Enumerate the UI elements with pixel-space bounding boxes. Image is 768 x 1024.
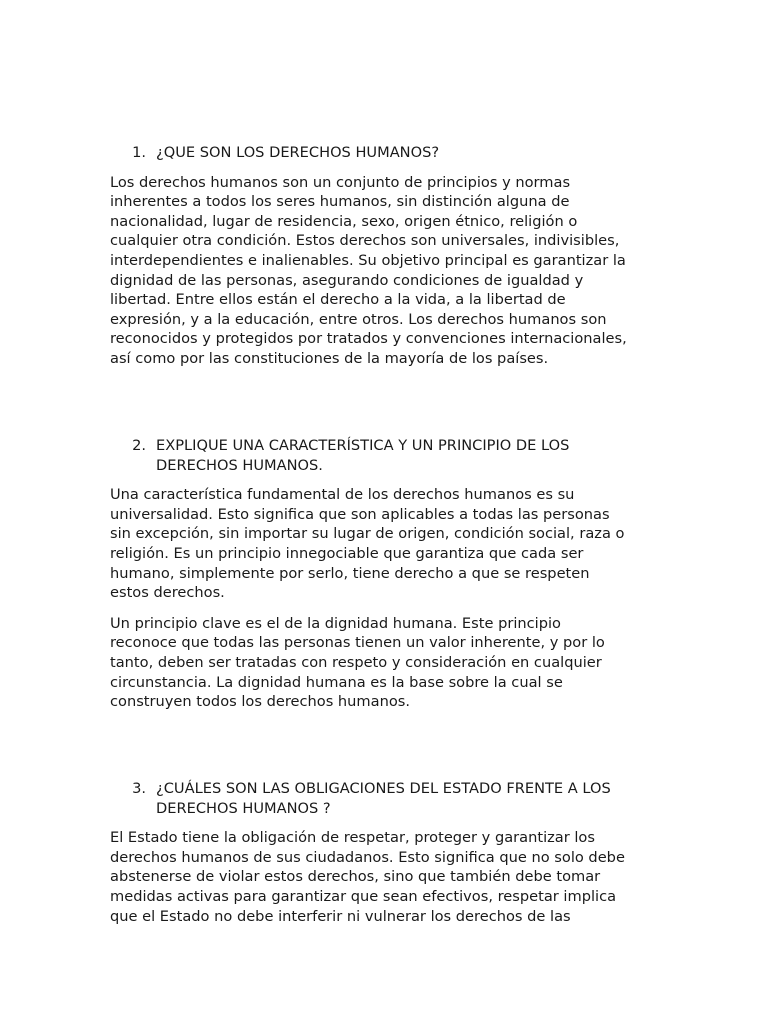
text-line: inherentes a todos los seres humanos, sin distinción alguna de	[110, 193, 570, 211]
section-heading	[110, 779, 670, 818]
heading-line: ¿CUÁLES SON LAS OBLIGACIONES DEL ESTADO FRENTE A LOS	[156, 780, 611, 797]
section-1	[110, 143, 670, 380]
text-line: estos derechos.	[110, 584, 225, 602]
text-line: medidas activas para garantizar que sean efectivos, respetar implica	[110, 887, 617, 905]
section-heading	[110, 143, 670, 163]
section-heading	[110, 436, 670, 475]
text-line: humano, simplemente por serlo, tiene derecho a que se respeten	[110, 564, 590, 582]
list-number: 2.	[132, 437, 146, 454]
text-line: así como por las constituciones de la mayoría de los países.	[110, 349, 549, 367]
text-line: dignidad de las personas, asegurando condiciones de igualdad y	[110, 271, 584, 289]
list-number: 1.	[132, 144, 146, 161]
text-line: Un principio clave es el de la dignidad humana. Este principio	[110, 614, 561, 632]
heading-line: ¿QUE SON LOS DERECHOS HUMANOS?	[156, 144, 440, 161]
text-line: universalidad. Esto significa que son aplicables a todas las personas	[110, 505, 610, 523]
text-line: libertad. Entre ellos están el derecho a la vida, a la libertad de	[110, 291, 566, 309]
heading-text	[156, 779, 670, 818]
heading-text	[156, 143, 670, 163]
section-2	[110, 436, 670, 723]
text-line: interdependientes e inalienables. Su objetivo principal es garantizar la	[110, 251, 626, 269]
text-line: El Estado tiene la obligación de respetar, proteger y garantizar los	[110, 829, 595, 847]
text-line: sin excepción, sin importar su lugar de origen, condición social, raza o	[110, 525, 625, 543]
text-line: Los derechos humanos son un conjunto de principios y normas	[110, 173, 571, 191]
text-line: religión. Es un principio innegociable que garantiza que cada ser	[110, 544, 584, 562]
heading-line: EXPLIQUE UNA CARACTERÍSTICA Y UN PRINCIPIO DE LOS	[156, 437, 570, 454]
paragraph	[110, 614, 670, 712]
list-number: 3.	[132, 780, 146, 797]
heading-line: DERECHOS HUMANOS ?	[156, 799, 331, 817]
text-line: expresión, y a la educación, entre otros. Los derechos humanos son	[110, 310, 607, 328]
text-line: abstenerse de violar estos derechos, sino que también debe tomar	[110, 868, 601, 886]
text-line: que el Estado no debe interferir ni vulnerar los derechos de las	[110, 907, 571, 925]
text-line: Una característica fundamental de los derechos humanos es su	[110, 486, 575, 504]
heading-text	[156, 436, 670, 475]
paragraph	[110, 173, 670, 369]
text-line: nacionalidad, lugar de residencia, sexo, origen étnico, religión o	[110, 212, 578, 230]
heading-line: DERECHOS HUMANOS.	[156, 456, 323, 474]
paragraph	[110, 828, 670, 926]
text-line: cualquier otra condición. Estos derechos son universales, indivisibles,	[110, 232, 620, 250]
paragraph	[110, 485, 670, 603]
text-line: construyen todos los derechos humanos.	[110, 693, 411, 711]
text-line: circunstancia. La dignidad humana es la base sobre la cual se	[110, 673, 563, 691]
section-3	[110, 779, 670, 937]
text-line: tanto, deben ser tratadas con respeto y consideración en cualquier	[110, 653, 602, 671]
text-line: reconocidos y protegidos por tratados y convenciones internacionales,	[110, 330, 627, 348]
text-line: reconoce que todas las personas tienen un valor inherente, y por lo	[110, 634, 605, 652]
text-line: derechos humanos de sus ciudadanos. Esto significa que no solo debe	[110, 848, 625, 866]
